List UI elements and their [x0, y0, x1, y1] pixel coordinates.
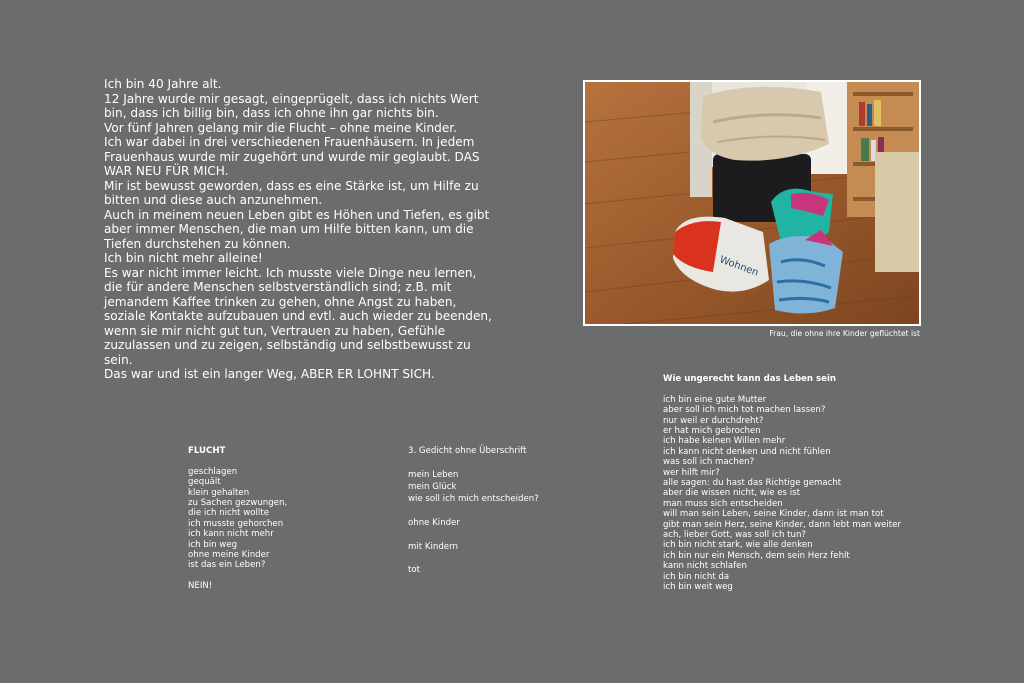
poem-line: mein Leben: [408, 469, 459, 480]
poem-line: er hat mich gebrochen: [663, 426, 761, 437]
poem-ungerecht: [663, 374, 901, 593]
intro-line: jemandem Kaffee trinken zu gehen, ohne Angst zu haben,: [104, 294, 457, 309]
poem-line: die ich nicht wollte: [188, 508, 269, 519]
intro-line: Ich bin 40 Jahre alt.: [104, 77, 222, 91]
intro-line: aber immer Menschen, die man um Hilfe bitten kann, um die: [104, 222, 474, 236]
intro-line: soziale Kontakte aufzubauen und evtl. auch wieder zu beenden,: [104, 309, 492, 323]
photo-bags: [583, 80, 921, 326]
poem-line: aber soll ich mich tot machen lassen?: [663, 405, 826, 416]
photo-illustration: [585, 82, 919, 324]
intro-line: 12 Jahre wurde mir gesagt, eingeprügelt, dass ich nichts Wert: [104, 91, 479, 106]
intro-line: zuzulassen und zu zeigen, selbständig und selbstbewusst zu: [104, 338, 471, 352]
poem-line: nur weil er durchdreht?: [663, 415, 764, 426]
intro-line: Mir ist bewusst geworden, dass es eine Stärke ist, um Hilfe zu: [104, 178, 479, 193]
poem-title: Wie ungerecht kann das Leben sein: [663, 374, 837, 384]
poem-line: klein gehalten: [188, 487, 250, 498]
poem-line: man muss sich entscheiden: [663, 498, 783, 509]
poem-line: ich kann nicht denken und nicht fühlen: [663, 446, 831, 457]
poem-line: gibt man sein Herz, seine Kinder, dann lebt man weiter: [663, 519, 901, 530]
intro-line: Vor fünf Jahren gelang mir die Flucht – ohne meine Kinder.: [104, 120, 457, 135]
poem-line: ohne Kinder: [408, 517, 460, 528]
poem-line: wie soll ich mich entscheiden?: [408, 493, 539, 504]
poem-line: ich bin weit weg: [663, 582, 733, 593]
poem-line: alle sagen: du hast das Richtige gemacht: [663, 478, 842, 489]
poem-flucht: [188, 446, 287, 592]
poem-line: ich musste gehorchen: [188, 518, 284, 529]
intro-line: sein.: [104, 352, 133, 367]
poem-line: ich bin weg: [188, 539, 238, 550]
poem-line: ich kann nicht mehr: [188, 529, 274, 540]
photo-caption: Frau, die ohne ihre Kinder geflüchtet ist: [769, 329, 920, 338]
poem-gedicht3: [408, 446, 539, 577]
poem-line: kann nicht schlafen: [663, 561, 747, 572]
poem-line: ich bin nicht da: [663, 571, 730, 582]
poem-line: gequält: [188, 477, 221, 488]
poem-ending: NEIN!: [188, 581, 213, 592]
poem-line: ohne meine Kinder: [188, 550, 270, 561]
intro-line: Ich bin nicht mehr alleine!: [104, 251, 263, 265]
intro-line: bin, dass ich billig bin, dass ich ohne ihn gar nichts bin.: [104, 106, 439, 120]
intro-line: Es war nicht immer leicht. Ich musste viele Dinge neu lernen,: [104, 265, 477, 280]
intro-line: Auch in meinem neuen Leben gibt es Höhen und Tiefen, es gibt: [104, 207, 490, 222]
poem-line: ich bin nicht stark, wie alle denken: [663, 540, 813, 551]
intro-line: Ich war dabei in drei verschiedenen Frauenhäusern. In jedem: [104, 135, 475, 149]
poem-line: ist das ein Leben?: [188, 560, 266, 571]
poem-line: ich bin nur ein Mensch, dem sein Herz fehlt: [663, 550, 850, 561]
poem-line: was soll ich machen?: [663, 457, 755, 468]
bag-text: Wohnen: [717, 254, 760, 279]
intro-line: Tiefen durchstehen zu können.: [104, 236, 291, 251]
intro-line: die für andere Menschen selbstverständlich sind; z.B. mit: [104, 280, 452, 294]
poem-line: tot: [408, 565, 420, 576]
poem-line: wer hilft mir?: [663, 467, 720, 478]
poem-line: zu Sachen gezwungen,: [188, 498, 288, 509]
intro-line: Frauenhaus wurde mir zugehört und wurde mir geglaubt. DAS: [104, 149, 480, 164]
poem-line: geschlagen: [188, 466, 238, 477]
poem-title: FLUCHT: [188, 446, 226, 456]
intro-line: bitten und diese auch anzunehmen.: [104, 193, 323, 207]
intro-line: WAR NEU FÜR MICH.: [104, 164, 229, 178]
poem-line: ich habe keinen Willen mehr: [663, 436, 786, 447]
intro-line: wenn sie mir nicht gut tun, Vertrauen zu haben, Gefühle: [104, 323, 446, 338]
poem-line: ach, lieber Gott, was soll ich tun?: [663, 530, 806, 541]
poem-line: mein Glück: [408, 481, 457, 492]
intro-line: Das war und ist ein langer Weg, ABER ER LOHNT SICH.: [104, 367, 435, 381]
poem-line: will man sein Leben, seine Kinder, dann ist man tot: [663, 509, 884, 520]
poem-line: mit Kindern: [408, 541, 458, 552]
intro-text: [104, 77, 494, 382]
poem-title: 3. Gedicht ohne Überschrift: [408, 446, 527, 456]
poem-line: ich bin eine gute Mutter: [663, 394, 767, 405]
poem-line: aber die wissen nicht, wie es ist: [663, 488, 800, 499]
